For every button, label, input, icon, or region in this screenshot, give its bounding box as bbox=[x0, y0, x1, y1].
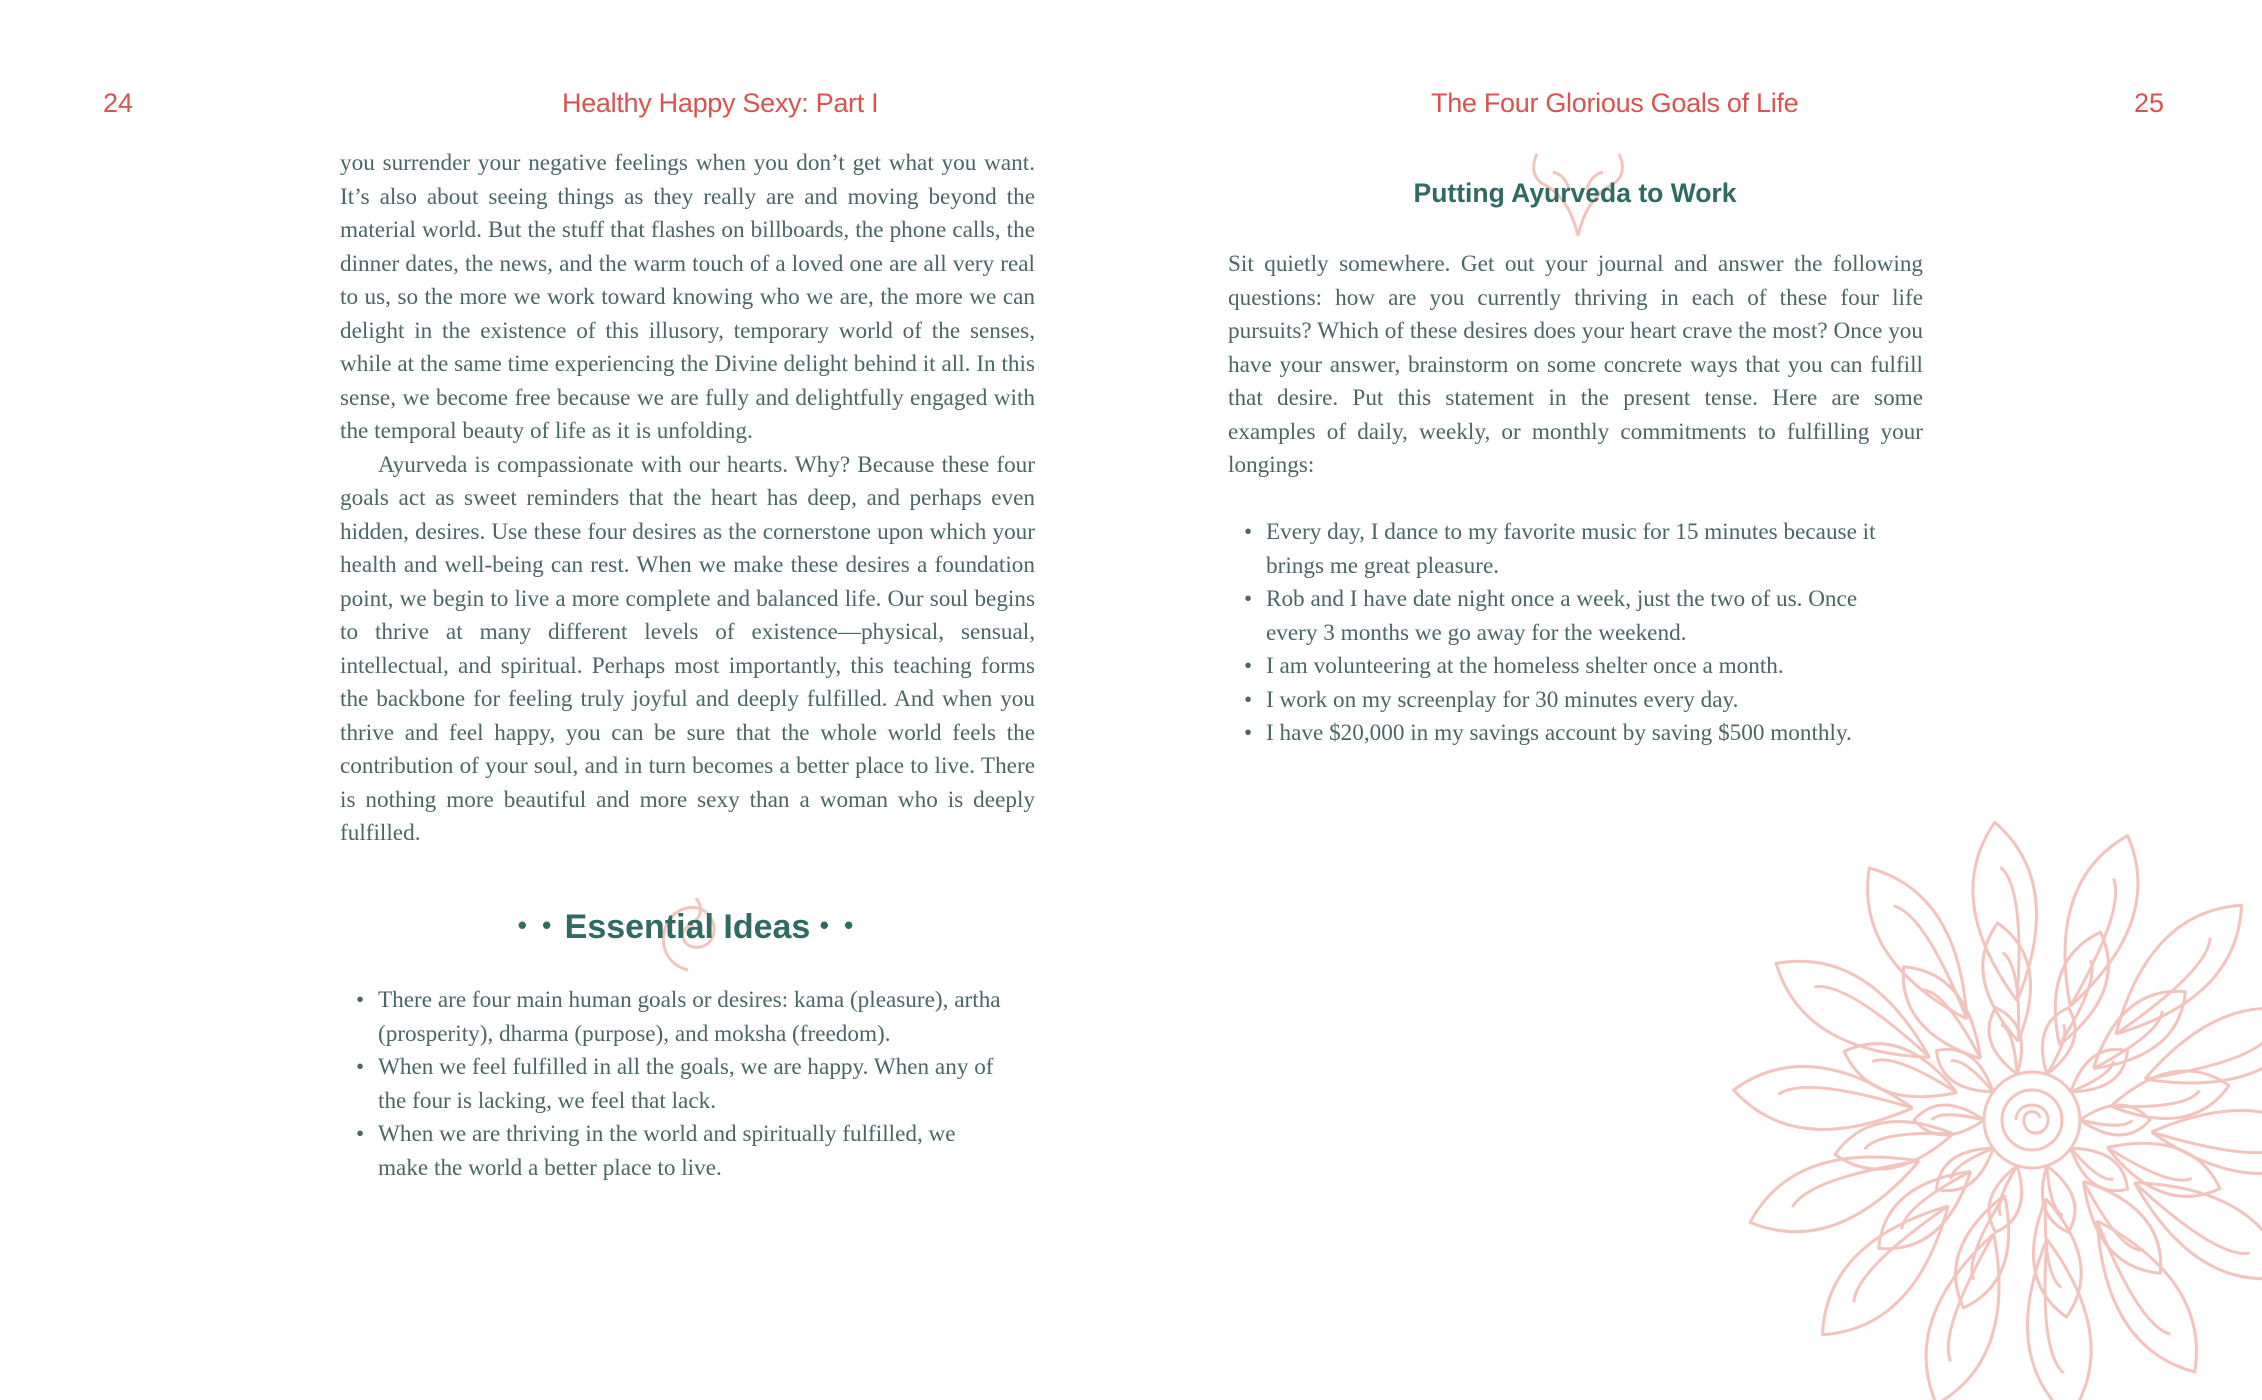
essential-ideas-title: Essential Ideas bbox=[564, 908, 811, 946]
body-paragraph-1: you surrender your negative feelings when you don’t get what you want. It’s also about seeing things as they really are and moving beyond the material world. But the stuff that flashes on billboards, the phone calls, the dinner dates, the news, and the warm touch of a loved one are all very real to us, so the more we work toward knowing who we are, the more we can delight in the existence of this illusory, temporary world of the senses, while at the same time experiencing the Divine delight behind it all. In this sense, we become free because we are fully and delightfully engaged with the temporal beauty of life as it is unfolding. bbox=[340, 150, 1035, 444]
petal bbox=[2080, 1105, 2150, 1135]
dots-right: • • bbox=[819, 910, 858, 940]
list-item: • When we feel fulfilled in all the goals, we are happy. When any of the four is lacking, we feel that lack. bbox=[340, 1051, 1010, 1118]
petal bbox=[1879, 1171, 1971, 1248]
essential-ideas-title-row bbox=[340, 908, 1035, 947]
petal bbox=[1835, 1121, 1953, 1169]
petal-vein bbox=[2097, 1221, 2170, 1334]
petal bbox=[1914, 1105, 1984, 1135]
list-item: • I am volunteering at the homeless shelter once a month. bbox=[1228, 650, 1898, 684]
body-paragraph-2: Ayurveda is compassionate with our hearts. Why? Because these four goals act as sweet reminders that the heart has deep, and perhaps even hidden, desires. Use these four desires as the cornerstone upon which your health and well-being can rest. When we make these desires a foundation point, we begin to live a more complete and balanced life. Our soul begins to thrive at many different levels of existence—physical, sensual, intellectual, and spiritual. Perhaps most importantly, this teaching forms the backbone for feeling truly joyful and deeply fulfilled. And when you thrive and feel happy, you can be sure that the whole world feels the contribution of your soul, and in turn becomes a better place to live. There is nothing more beautiful and more sexy than a woman who is deeply fulfilled. bbox=[340, 451, 1035, 846]
bullet-icon: • bbox=[1244, 720, 1253, 746]
list-item: • There are four main human goals or desires: kama (pleasure), artha (prosperity), dharma (purpose), and moksha (freedom). bbox=[340, 984, 1010, 1051]
bullet-icon: • bbox=[356, 1121, 365, 1147]
left-body-text bbox=[340, 147, 1035, 851]
right-intro-text bbox=[1228, 248, 1923, 483]
petal-vein bbox=[2070, 878, 2116, 1006]
lotus-flower-icon bbox=[1730, 800, 2262, 1400]
list-item: • I work on my screenplay for 30 minutes every day. bbox=[1228, 684, 1898, 718]
list-item: • Every day, I dance to my favorite music for 15 minutes because it brings me great pleasure. bbox=[1228, 516, 1898, 583]
petal bbox=[2111, 1071, 2229, 1119]
bullet-icon: • bbox=[1244, 519, 1253, 545]
list-item: • Rob and I have date night once a week, just the two of us. Once every 3 months we go away for the weekend. bbox=[1228, 583, 1898, 650]
petal bbox=[1844, 1044, 1957, 1097]
running-head-right: The Four Glorious Goals of Life bbox=[1431, 88, 1799, 118]
bullet-icon: • bbox=[356, 987, 365, 1013]
petal-vein bbox=[1854, 1206, 1948, 1303]
examples-list bbox=[1228, 516, 1898, 751]
intro-paragraph: Sit quietly somewhere. Get out your journal and answer the following questions: how are you currently thriving in each of these four life pursuits? Which of these desires does your heart crave the most? Once you have your answer, brainstorm on some concrete ways that you can fulfill that desire. Put this statement in the present tense. Here are some examples of daily, weekly, or monthly commitments to fulfilling your longings: bbox=[1228, 251, 1923, 478]
petal-vein bbox=[2134, 1183, 2249, 1254]
bullet-icon: • bbox=[1244, 653, 1253, 679]
petal-vein bbox=[1778, 1087, 1912, 1108]
petal-vein bbox=[2116, 938, 2210, 1035]
bullet-icon: • bbox=[1244, 686, 1253, 713]
essential-ideas-heading-block bbox=[340, 888, 1035, 978]
petal bbox=[2093, 991, 2185, 1068]
petal bbox=[1734, 1066, 1913, 1129]
putting-ayurveda-heading-block bbox=[1290, 140, 1860, 240]
petal-vein bbox=[1948, 1234, 1994, 1362]
running-head-left: Healthy Happy Sexy: Part I bbox=[562, 88, 879, 118]
page-number-left: 24 bbox=[103, 88, 134, 118]
petal-vein bbox=[1894, 906, 1967, 1019]
bullet-icon: • bbox=[356, 1054, 365, 1080]
dots-left: • • bbox=[517, 910, 556, 940]
petal bbox=[2107, 1143, 2220, 1196]
bullet-icon: • bbox=[1244, 586, 1253, 612]
petal bbox=[2065, 836, 2138, 1007]
petal-vein bbox=[1814, 987, 1929, 1058]
page-number-right: 25 bbox=[2134, 88, 2165, 118]
essential-ideas-list bbox=[340, 984, 1010, 1185]
list-item: • When we are thriving in the world and spiritually fulfilled, we make the world a better place to live. bbox=[340, 1118, 1010, 1185]
petal bbox=[1926, 1234, 1999, 1400]
list-item: • I have $20,000 in my savings account by saving $500 monthly. bbox=[1228, 717, 1898, 751]
putting-ayurveda-title: Putting Ayurveda to Work bbox=[1413, 178, 1737, 208]
